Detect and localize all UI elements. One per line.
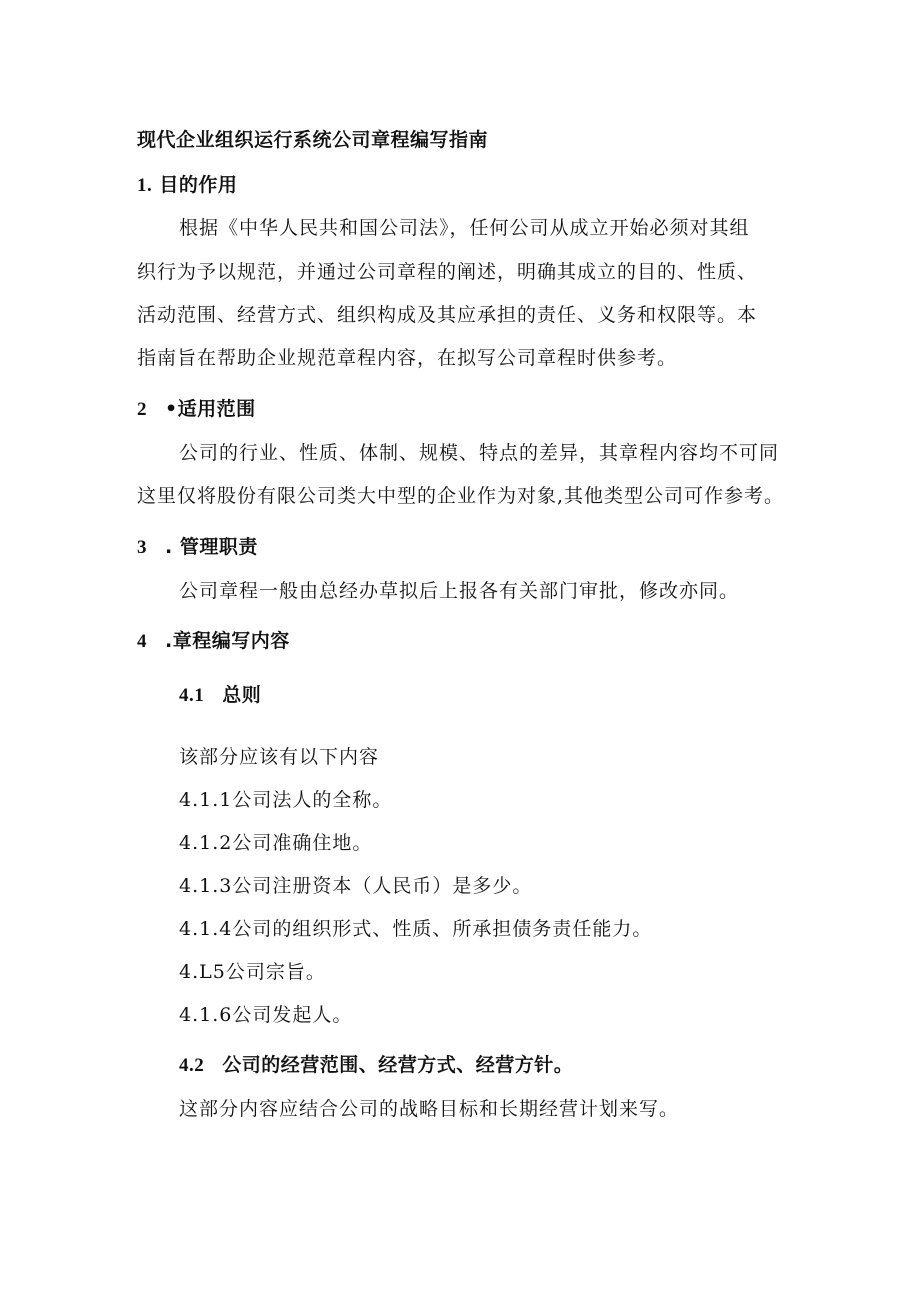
section-3-title: . 管理职责 xyxy=(165,536,258,558)
section-2-heading xyxy=(137,396,256,423)
section-4-title: .章程编写内容 xyxy=(165,630,290,652)
list-item-4-1-1: 4.1.1公司法人的全称。 xyxy=(179,789,393,811)
section-4-heading xyxy=(137,628,290,655)
section-3-para-line-1: 公司章程一般由总经办草拟后上报各有关部门审批，修改亦同。 xyxy=(179,580,740,602)
section-2-number: 2 xyxy=(137,399,147,420)
section-1-para-line-3: 活动范围、经营方式、组织构成及其应承担的责任、义务和权限等。本 xyxy=(137,304,758,326)
subsection-4-2-title: 公司的经营范围、经营方式、经营方针。 xyxy=(222,1054,574,1076)
section-3-number: 3 xyxy=(137,537,147,558)
subsection-4-2-para: 这部分内容应结合公司的战略目标和长期经营计划来写。 xyxy=(179,1098,680,1120)
list-item-4-1-3: 4.1.3公司注册资本（人民币）是多少。 xyxy=(179,875,533,897)
document-title: 现代企业组织运行系统公司章程编写指南 xyxy=(137,129,489,151)
section-2-para-line-1: 公司的行业、性质、体制、规模、特点的差异，其章程内容均不可同 xyxy=(179,442,780,464)
section-1-title: 目的作用 xyxy=(159,174,238,196)
section-3-heading xyxy=(137,534,258,561)
subsection-4-1-title: 总则 xyxy=(222,684,262,706)
section-1-para-line-2: 织行为予以规范，并通过公司章程的阐述，明确其成立的目的、性质、 xyxy=(137,261,758,283)
subsection-4-1-number: 4.1 xyxy=(179,685,205,706)
list-item-4-1-2: 4.1.2公司准确住地。 xyxy=(179,832,373,854)
section-1-para-line-1: 根据《中华人民共和国公司法》，任何公司从成立开始必须对其组 xyxy=(179,217,750,239)
subsection-4-1-intro: 该部分应该有以下内容 xyxy=(179,746,380,768)
section-2-para-line-2: 这里仅将股份有限公司类大中型的企业作为对象,其他类型公司可作参考。 xyxy=(137,485,785,507)
list-item-4-1-5: 4.L5公司宗旨。 xyxy=(179,961,326,983)
list-item-4-1-6: 4.1.6公司发起人。 xyxy=(179,1004,353,1026)
section-1-number: 1. xyxy=(137,175,153,196)
section-2-title: •适用范围 xyxy=(165,398,256,420)
subsection-4-2-number: 4.2 xyxy=(179,1055,205,1076)
subsection-4-1-heading xyxy=(179,682,261,709)
list-item-4-1-4: 4.1.4公司的组织形式、性质、所承担债务责任能力。 xyxy=(179,918,653,940)
subsection-4-2-heading xyxy=(179,1052,573,1079)
section-1-heading xyxy=(137,172,237,199)
section-4-number: 4 xyxy=(137,631,147,652)
section-1-para-line-4: 指南旨在帮助企业规范章程内容，在拟写公司章程时供参考。 xyxy=(137,347,678,369)
